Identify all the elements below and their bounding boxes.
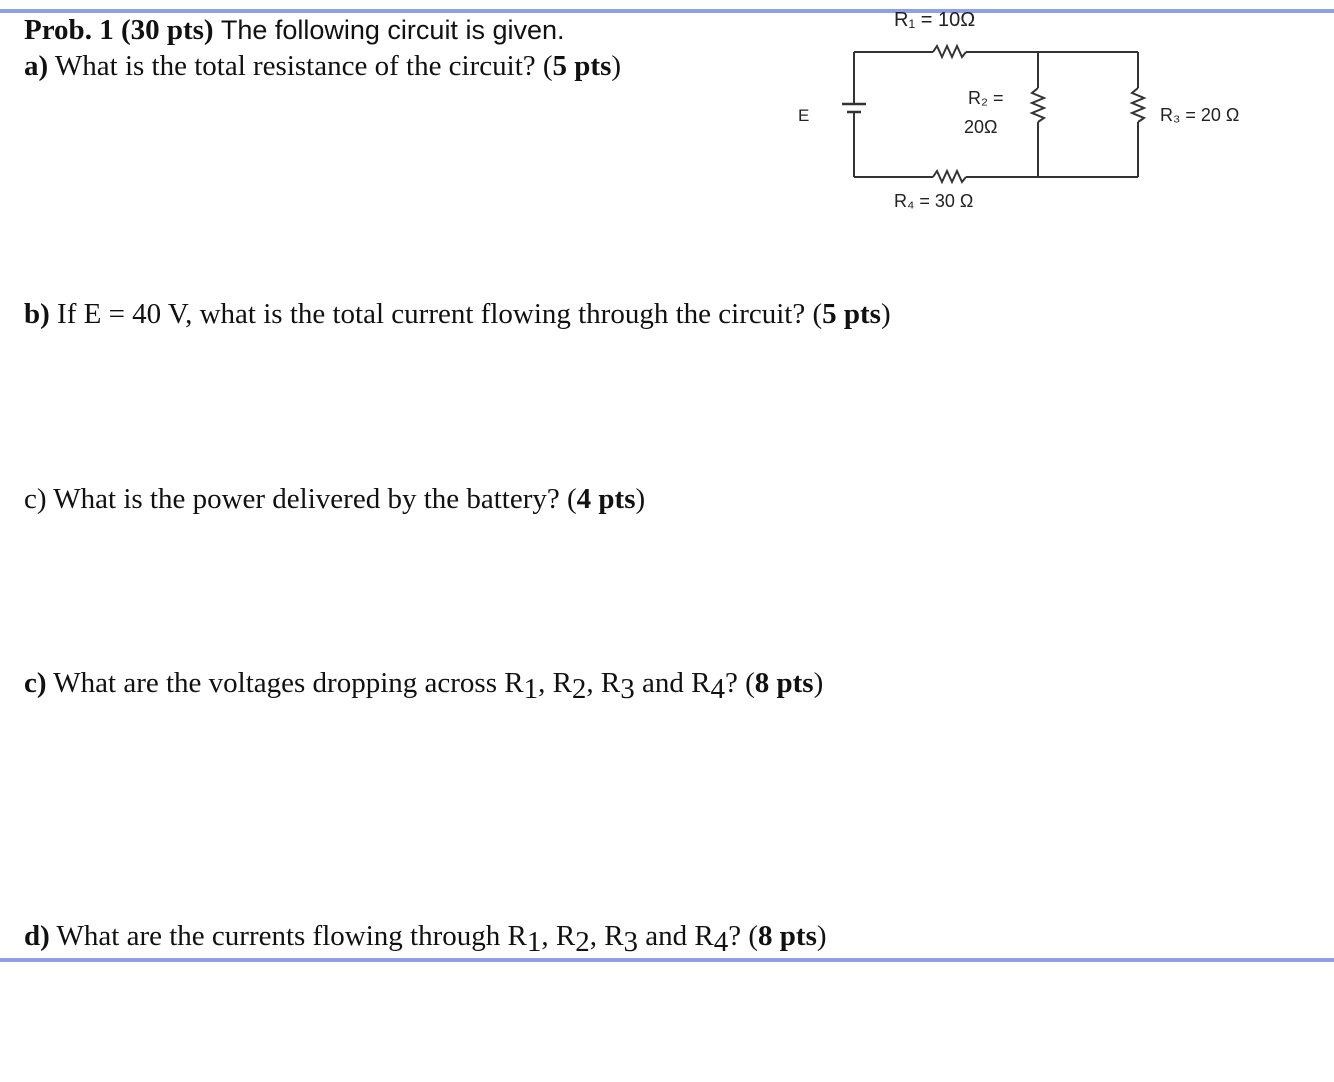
circuit-diagram <box>780 0 1300 230</box>
question-tail: ? ( <box>728 920 759 952</box>
question-d-text: What are the currents flowing through R <box>56 920 527 952</box>
subscript-r3: 3 <box>623 926 639 958</box>
question-a-label: a) <box>24 50 49 82</box>
question-b-points: 5 pts <box>822 298 881 330</box>
subscript-r2: 2 <box>571 673 587 705</box>
question-a-close: ) <box>611 50 622 82</box>
problem-number: Prob. 1 <box>24 14 114 46</box>
r1-label: R₁ = 10Ω <box>894 9 976 31</box>
subscript-r4: 4 <box>713 926 729 958</box>
question-b-label: b) <box>24 298 50 330</box>
r2-label-bottom: 20Ω <box>964 117 998 137</box>
question-d-close: ) <box>816 920 827 952</box>
question-c-power-close: ) <box>635 483 646 515</box>
question-c-power <box>24 485 645 514</box>
battery-label: E <box>798 106 810 125</box>
question-a-text: What is the total resistance of the circuit? ( <box>54 50 553 82</box>
question-c-voltages <box>24 667 824 705</box>
question-c-voltages-label: c) <box>24 667 47 699</box>
subscript-r1: 1 <box>526 926 542 958</box>
subscript-r1: 1 <box>523 673 539 705</box>
question-c-voltages-points: 8 pts <box>754 667 814 699</box>
question-b-close: ) <box>880 298 891 330</box>
subscript-r3: 3 <box>620 673 635 705</box>
resistor-r3 <box>1132 88 1144 122</box>
r3-label: R₃ = 20 Ω <box>1160 105 1240 125</box>
separator: and R <box>638 920 714 952</box>
bottom-rule <box>0 958 1334 962</box>
problem-title <box>24 16 565 45</box>
problem-intro: The following circuit is given. <box>220 15 565 45</box>
question-a <box>24 52 621 81</box>
question-b <box>24 300 891 329</box>
question-d-label: d) <box>24 920 50 952</box>
r4-label: R₄ = 30 Ω <box>894 191 974 211</box>
question-c-power-points: 4 pts <box>576 483 636 515</box>
question-c-power-label: c) <box>24 483 47 515</box>
question-a-points: 5 pts <box>552 50 612 82</box>
problem-points: (30 pts) <box>120 14 214 46</box>
r2-label-top: R₂ = <box>968 88 1004 108</box>
separator: , R <box>538 667 572 699</box>
separator: , R <box>541 920 576 952</box>
question-c-power-text: What is the power delivered by the battery? ( <box>53 483 577 515</box>
question-c-voltages-text: What are the voltages dropping across R <box>53 667 524 699</box>
resistor-r2 <box>1032 88 1044 122</box>
question-d <box>24 920 827 958</box>
question-c-voltages-close: ) <box>813 667 824 699</box>
resistor-r1 <box>933 46 966 57</box>
subscript-r4: 4 <box>710 673 725 705</box>
separator: , R <box>586 667 621 699</box>
subscript-r2: 2 <box>575 926 590 958</box>
resistor-r4 <box>933 171 966 182</box>
question-b-text: If E = 40 V, what is the total current flowing through the circuit? ( <box>57 298 823 330</box>
question-tail: ? ( <box>724 667 755 699</box>
separator: , R <box>589 920 624 952</box>
question-d-points: 8 pts <box>758 920 817 952</box>
separator: and R <box>634 667 711 699</box>
